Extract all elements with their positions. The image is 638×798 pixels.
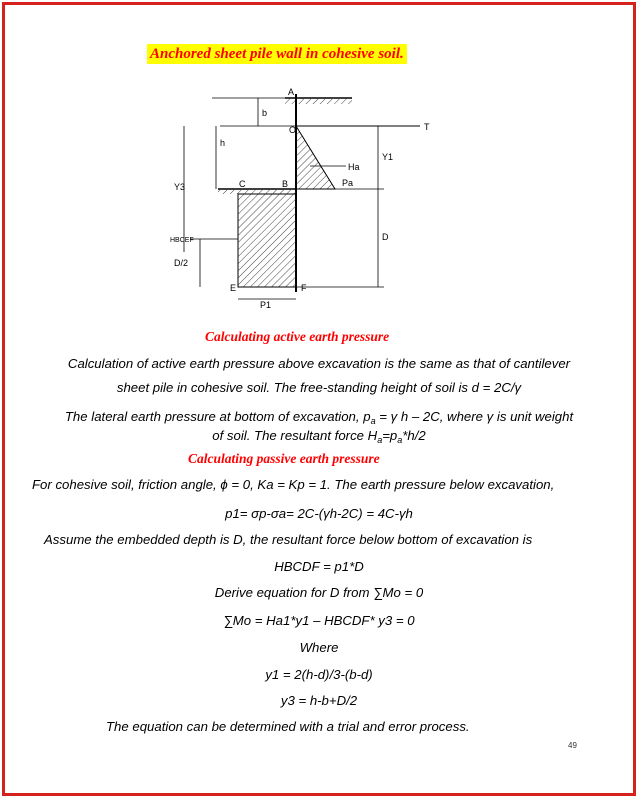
where-label: Where bbox=[299, 640, 339, 655]
derive-line: Derive equation for D from ∑Mo = 0 bbox=[214, 585, 424, 600]
label-E: E bbox=[230, 283, 237, 293]
label-P1: P1 bbox=[260, 300, 272, 310]
heading-active-pressure: Calculating active earth pressure bbox=[205, 329, 390, 344]
label-Y3: Y3 bbox=[174, 182, 186, 192]
label-D: D bbox=[382, 232, 389, 242]
label-T: T bbox=[424, 122, 430, 132]
moment-eq: ∑Mo = Ha1*y1 – HBCDF* y3 = 0 bbox=[223, 613, 415, 628]
final-line: The equation can be determined with a trial and error process. bbox=[106, 719, 470, 734]
passive-line2: p1= σp-σa= 2C-(γh-2C) = 4C-γh bbox=[225, 506, 413, 521]
label-B: B bbox=[282, 179, 289, 189]
excavation-hatch bbox=[218, 189, 296, 194]
label-O: O bbox=[289, 125, 297, 135]
label-F: F bbox=[301, 283, 307, 293]
active-para2-line1: The lateral earth pressure at bottom of excavation, $p_a = \gamma$ h – 2C, where γ is unit weight bbox=[64, 409, 574, 426]
passive-line3: Assume the embedded depth is D, the resultant force below bottom of excavation is bbox=[44, 532, 533, 547]
y1-equation: y1 = 2(h-d)/3-(b-d) bbox=[265, 667, 373, 682]
active-para1-line1: Calculation of active earth pressure above excavation is the same as that of cantilever bbox=[67, 356, 571, 371]
active-pressure-triangle bbox=[296, 126, 335, 189]
label-Pa: Pa bbox=[342, 178, 354, 188]
active-para2-line2: of soil. The resultant force $H_a=p_a*h/2$ bbox=[212, 428, 426, 445]
label-h: h bbox=[220, 138, 226, 148]
y3-equation: y3 = h-b+D/2 bbox=[280, 693, 358, 708]
passive-pressure-block bbox=[238, 194, 296, 287]
page-title: Anchored sheet pile wall in cohesive soil. bbox=[147, 44, 407, 64]
label-HBCEF: HBCEF bbox=[170, 237, 194, 244]
page-number: 49 bbox=[568, 741, 577, 750]
eq-hbcdf: HBCDF = p1*D bbox=[274, 559, 364, 574]
label-Y1: Y1 bbox=[382, 152, 394, 162]
label-A: A bbox=[288, 87, 295, 97]
label-Ha: Ha bbox=[348, 162, 360, 172]
active-para1-line2: sheet pile in cohesive soil. The free-standing height of soil is d = 2C/γ bbox=[116, 380, 522, 395]
label-C: C bbox=[239, 179, 246, 189]
sheet-pile-diagram bbox=[170, 84, 470, 314]
label-b: b bbox=[262, 108, 268, 118]
label-D2: D/2 bbox=[174, 258, 189, 268]
heading-passive-pressure: Calculating passive earth pressure bbox=[188, 451, 380, 466]
passive-line1: For cohesive soil, friction angle, ϕ = 0, Ka = Kp = 1. The earth pressure below excavation, bbox=[32, 477, 555, 492]
